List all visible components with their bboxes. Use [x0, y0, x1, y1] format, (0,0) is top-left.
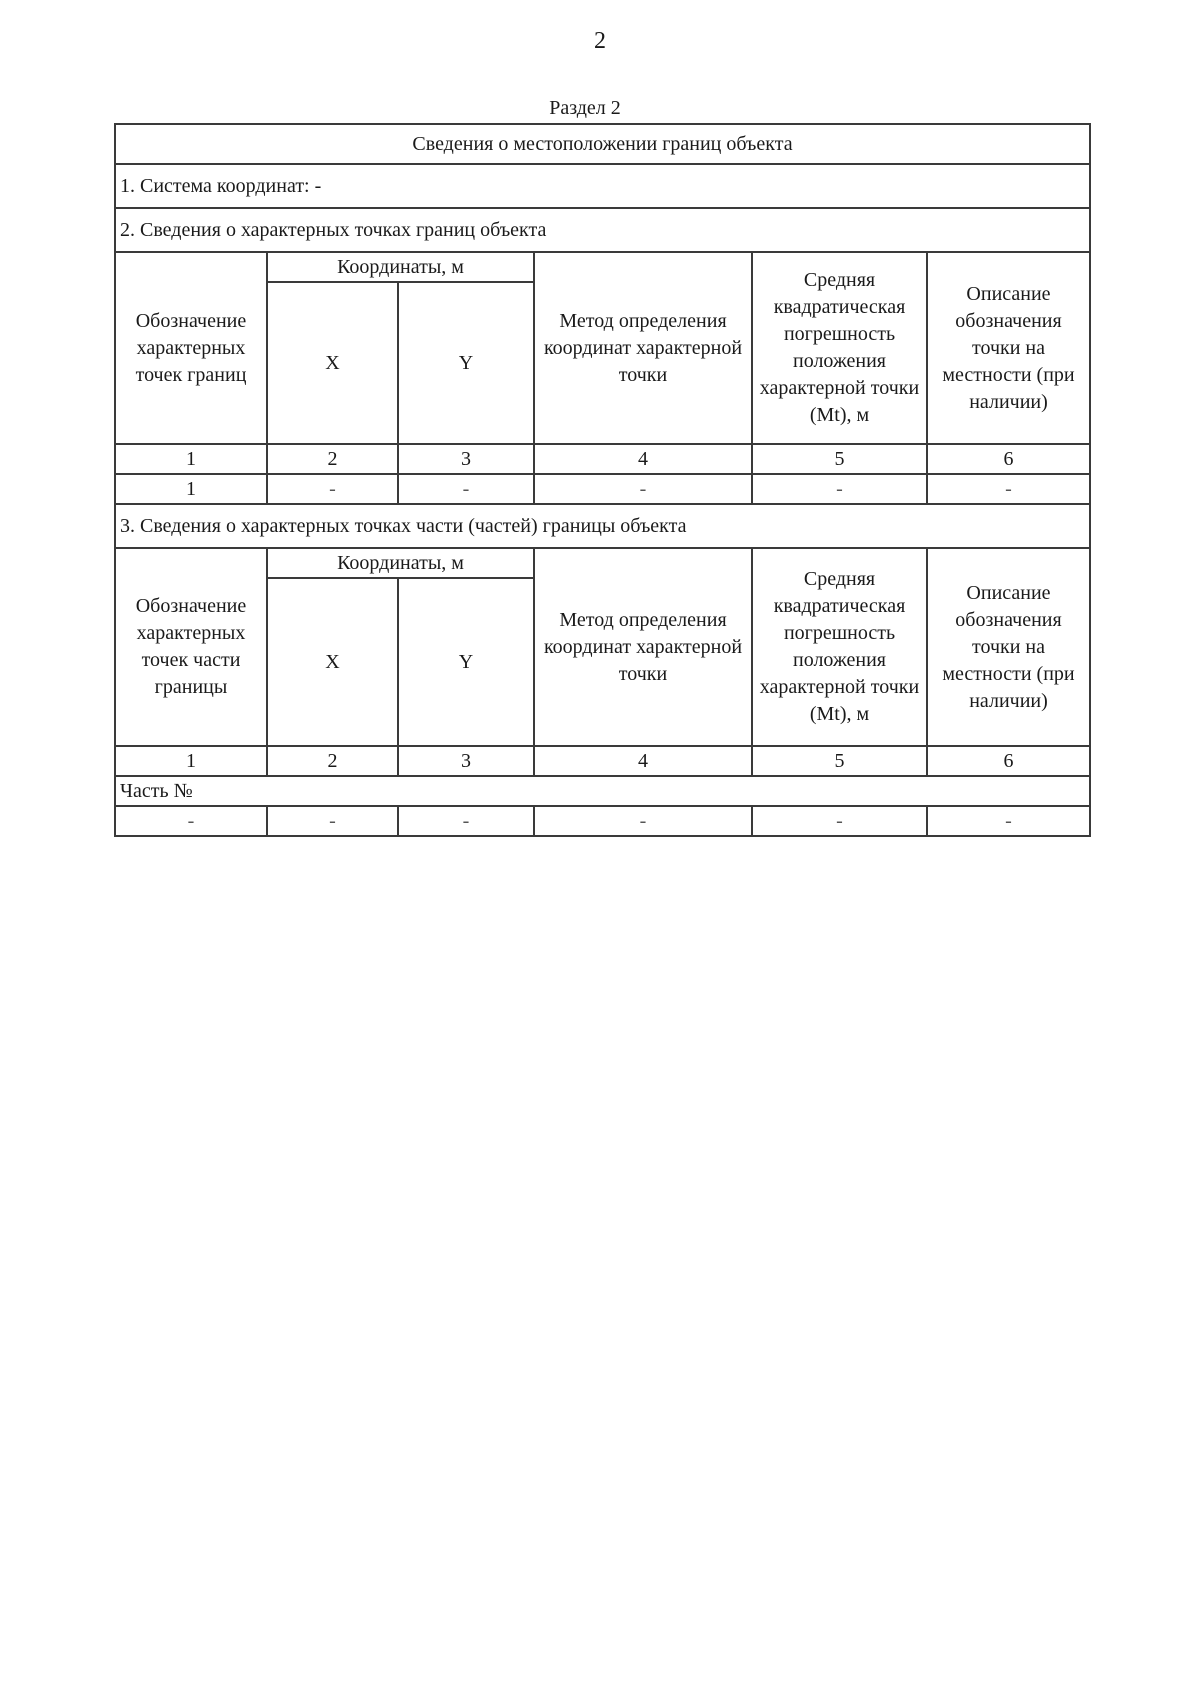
- block1-cell-2: -: [267, 474, 398, 504]
- section-title: Раздел 2: [549, 97, 621, 119]
- block2-num-2: 2: [267, 746, 398, 776]
- block1-cell-5: -: [752, 474, 927, 504]
- block1-num-1: 1: [115, 444, 267, 474]
- block1-cell-6: -: [927, 474, 1090, 504]
- block2-cell-4: -: [534, 806, 752, 836]
- block2-col-error: Средняя квадратическая погрешность положения характерной точки (Mt), м: [752, 548, 927, 746]
- boundary-table: [114, 123, 1091, 837]
- page-number: 2: [594, 28, 606, 54]
- block2-num-3: 3: [398, 746, 534, 776]
- block1-col-x: X: [267, 282, 398, 444]
- block2-heading: 3. Сведения о характерных точках части (частей) границы объекта: [115, 504, 1090, 548]
- coordinate-system-row: 1. Система координат: -: [115, 164, 1090, 208]
- block1-cell-1: 1: [115, 474, 267, 504]
- table-title: Сведения о местоположении границ объекта: [115, 124, 1090, 164]
- block2-part-label: Часть №: [115, 776, 1090, 806]
- block2-cell-5: -: [752, 806, 927, 836]
- block2-cell-1: -: [115, 806, 267, 836]
- block2-num-6: 6: [927, 746, 1090, 776]
- block1-col-method: Метод определения координат характерной точки: [534, 252, 752, 444]
- block2-num-4: 4: [534, 746, 752, 776]
- block1-num-3: 3: [398, 444, 534, 474]
- table-row: [115, 806, 1090, 836]
- block2-col-x: X: [267, 578, 398, 746]
- block1-col-y: Y: [398, 282, 534, 444]
- block1-num-4: 4: [534, 444, 752, 474]
- block2-cell-2: -: [267, 806, 398, 836]
- block2-col-method: Метод определения координат характерной точки: [534, 548, 752, 746]
- block1-num-2: 2: [267, 444, 398, 474]
- block1-num-6: 6: [927, 444, 1090, 474]
- block1-col-coordinates: Координаты, м: [267, 252, 534, 282]
- block2-cell-3: -: [398, 806, 534, 836]
- block2-cell-6: -: [927, 806, 1090, 836]
- block2-num-1: 1: [115, 746, 267, 776]
- block1-col-error: Средняя квадратическая погрешность положения характерной точки (Mt), м: [752, 252, 927, 444]
- table-row: [115, 474, 1090, 504]
- block1-col-description: Описание обозначения точки на местности (при наличии): [927, 252, 1090, 444]
- block2-col-description: Описание обозначения точки на местности (при наличии): [927, 548, 1090, 746]
- block2-col-coordinates: Координаты, м: [267, 548, 534, 578]
- block1-num-5: 5: [752, 444, 927, 474]
- block1-heading: 2. Сведения о характерных точках границ объекта: [115, 208, 1090, 252]
- block1-cell-4: -: [534, 474, 752, 504]
- block2-num-5: 5: [752, 746, 927, 776]
- block1-col-designation: Обозначение характерных точек границ: [115, 252, 267, 444]
- block2-col-y: Y: [398, 578, 534, 746]
- block1-cell-3: -: [398, 474, 534, 504]
- block2-col-designation: Обозначение характерных точек части границы: [115, 548, 267, 746]
